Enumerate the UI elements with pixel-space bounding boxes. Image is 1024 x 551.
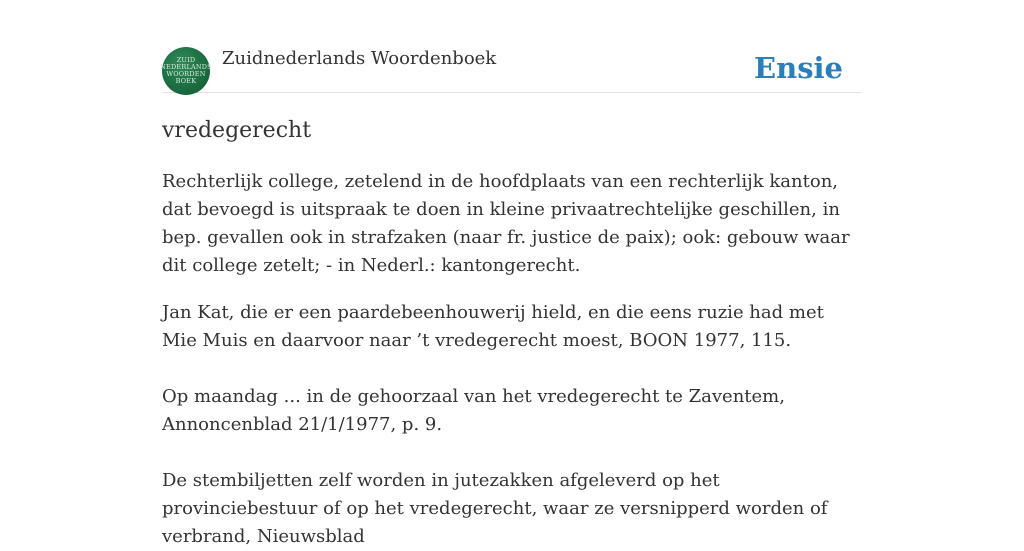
- entry-example: Jan Kat, die er een paardebeenhouwerij hield, en die eens ruzie had met Mie Muis en daarvoor naar ’t vredegerecht moest, BOON 1977, 115.: [162, 302, 824, 351]
- site-title[interactable]: Zuidnederlands Woordenboek: [222, 48, 497, 69]
- site-logo[interactable]: [162, 47, 210, 95]
- header: [162, 0, 862, 93]
- entry-headword: vredegerecht: [162, 118, 312, 143]
- page-container: [160, 0, 862, 547]
- entry-example: De stembiljetten zelf worden in jutezakken afgeleverd op het provinciebestuur of op het vredegerecht, waar ze versnipperd worden of verbrand, Nieuwsblad: [162, 470, 828, 547]
- logo-text-line: WOORDEN: [166, 70, 206, 78]
- logo-text-line: ZUID: [176, 56, 196, 64]
- logo-text-line: BOEK: [175, 77, 197, 85]
- entry-definition: Rechterlijk college, zetelend in de hoofdplaats van een rechterlijk kanton, dat bevoegd is uitspraak te doen in kleine privaatrechtelijke geschillen, in bep. gevallen ook in strafzaken (naar fr. justice de paix); ook: gebouw waar dit college zetelt; - in Nederl.: kantongerecht.: [162, 171, 850, 276]
- entry-example: Op maandag ... in de gehoorzaal van het vredegerecht te Zaventem, Annoncenblad 21/1/1977, p. 9.: [162, 386, 785, 435]
- logo-text-line: NEDERLANDS: [160, 63, 212, 71]
- ensie-brand-link[interactable]: Ensie: [754, 51, 843, 85]
